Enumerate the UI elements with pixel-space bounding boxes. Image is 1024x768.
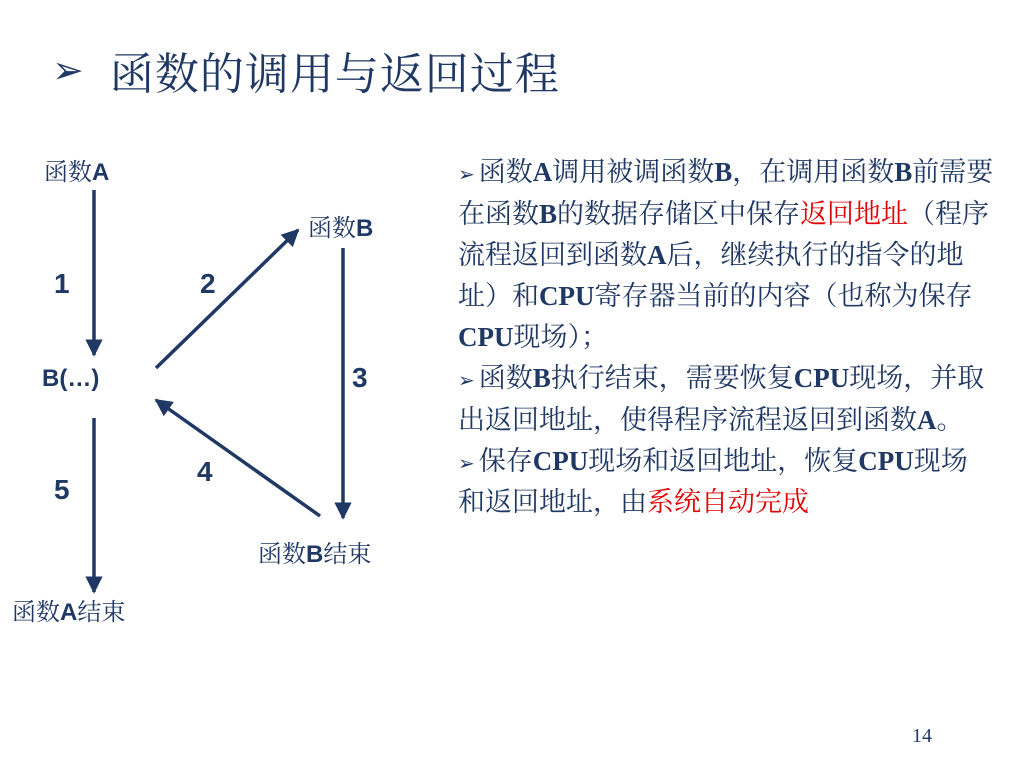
node-func-b-prefix: 函数 (308, 214, 356, 242)
node-b-call-text: B(…) (42, 365, 100, 392)
text-run-bold: A (647, 240, 667, 270)
arrow-step-4 (156, 400, 320, 516)
call-return-diagram (0, 0, 440, 700)
node-func-a-end-letter: A (60, 599, 78, 626)
text-run: （程序流程返回到函数 (458, 199, 990, 271)
text-run-bold: CPU (532, 446, 589, 476)
title-text: 函数的调用与返回过程 (109, 49, 560, 100)
step-label-1: 1 (54, 268, 70, 299)
text-run: ，在调用函数 (732, 157, 895, 188)
node-func-b (308, 208, 373, 243)
text-run-bold: B (539, 199, 558, 229)
text-run: 函数 (478, 363, 533, 394)
highlight-return-address: 返回地址 (800, 199, 909, 230)
text-run: 调用被调函数 (552, 157, 715, 188)
text-run-bold: A (917, 405, 937, 435)
text-run: 执行结束，需要恢复 (550, 363, 794, 394)
text-run-bold: B (532, 363, 551, 393)
node-func-a-end (12, 592, 125, 627)
node-func-a (44, 152, 109, 187)
text-run: 现场和返回地址，恢复 (588, 446, 859, 477)
step-label-2: 2 (200, 268, 216, 299)
node-func-a-letter: A (92, 159, 110, 186)
page-number: 14 (912, 725, 932, 747)
node-func-a-prefix: 函数 (44, 158, 92, 186)
explanation-paragraph-2 (458, 358, 994, 441)
text-run: 寄存器当前的内容（也称为保存 (594, 281, 973, 312)
step-label-4: 4 (197, 456, 213, 487)
node-func-b-end-letter: B (306, 541, 324, 568)
text-run: 现场）； (513, 322, 608, 353)
arrow-bullet-icon: ➢ (458, 451, 475, 475)
text-run-bold: CPU (458, 322, 514, 352)
text-run-bold: CPU (858, 446, 914, 476)
text-run-bold: A (532, 157, 553, 187)
text-run: 的数据存储区中保存 (557, 199, 801, 230)
explanation-panel (458, 152, 994, 523)
text-run: 后，继续执行的指令的地址）和 (458, 240, 964, 312)
arrow-bullet-icon: ➢ (458, 162, 475, 186)
text-run: 函数 (478, 157, 533, 188)
highlight-system-auto: 系统自动完成 (647, 487, 809, 518)
text-run: 前需要在函数 (458, 157, 994, 230)
node-func-a-end-suffix: 结束 (77, 598, 126, 626)
step-label-3: 3 (352, 362, 368, 393)
text-run: 。 (936, 405, 964, 436)
step-label-5: 5 (54, 474, 70, 505)
node-func-b-end-suffix: 结束 (323, 540, 372, 568)
text-run: 现场和返回地址，由 (458, 446, 968, 518)
text-run: 现场，并取出返回地址，使得程序流程返回到函数 (458, 363, 985, 436)
arrow-step-2 (156, 230, 298, 368)
node-func-a-end-prefix: 函数 (12, 598, 60, 626)
explanation-paragraph-3 (458, 441, 994, 523)
node-func-b-end (258, 534, 371, 569)
text-run-bold: CPU (539, 281, 595, 311)
text-run-bold: B (894, 157, 913, 187)
node-func-b-letter: B (356, 215, 374, 242)
node-b-call (42, 364, 99, 393)
arrow-bullet-icon: ➢ (458, 368, 475, 392)
title-bullet-icon: ➢ (52, 48, 84, 92)
explanation-paragraph-1 (458, 152, 994, 358)
text-run: 保存 (478, 446, 533, 477)
node-func-b-end-prefix: 函数 (258, 540, 306, 568)
text-run-bold: B (714, 157, 733, 187)
text-run-bold: CPU (793, 363, 850, 393)
